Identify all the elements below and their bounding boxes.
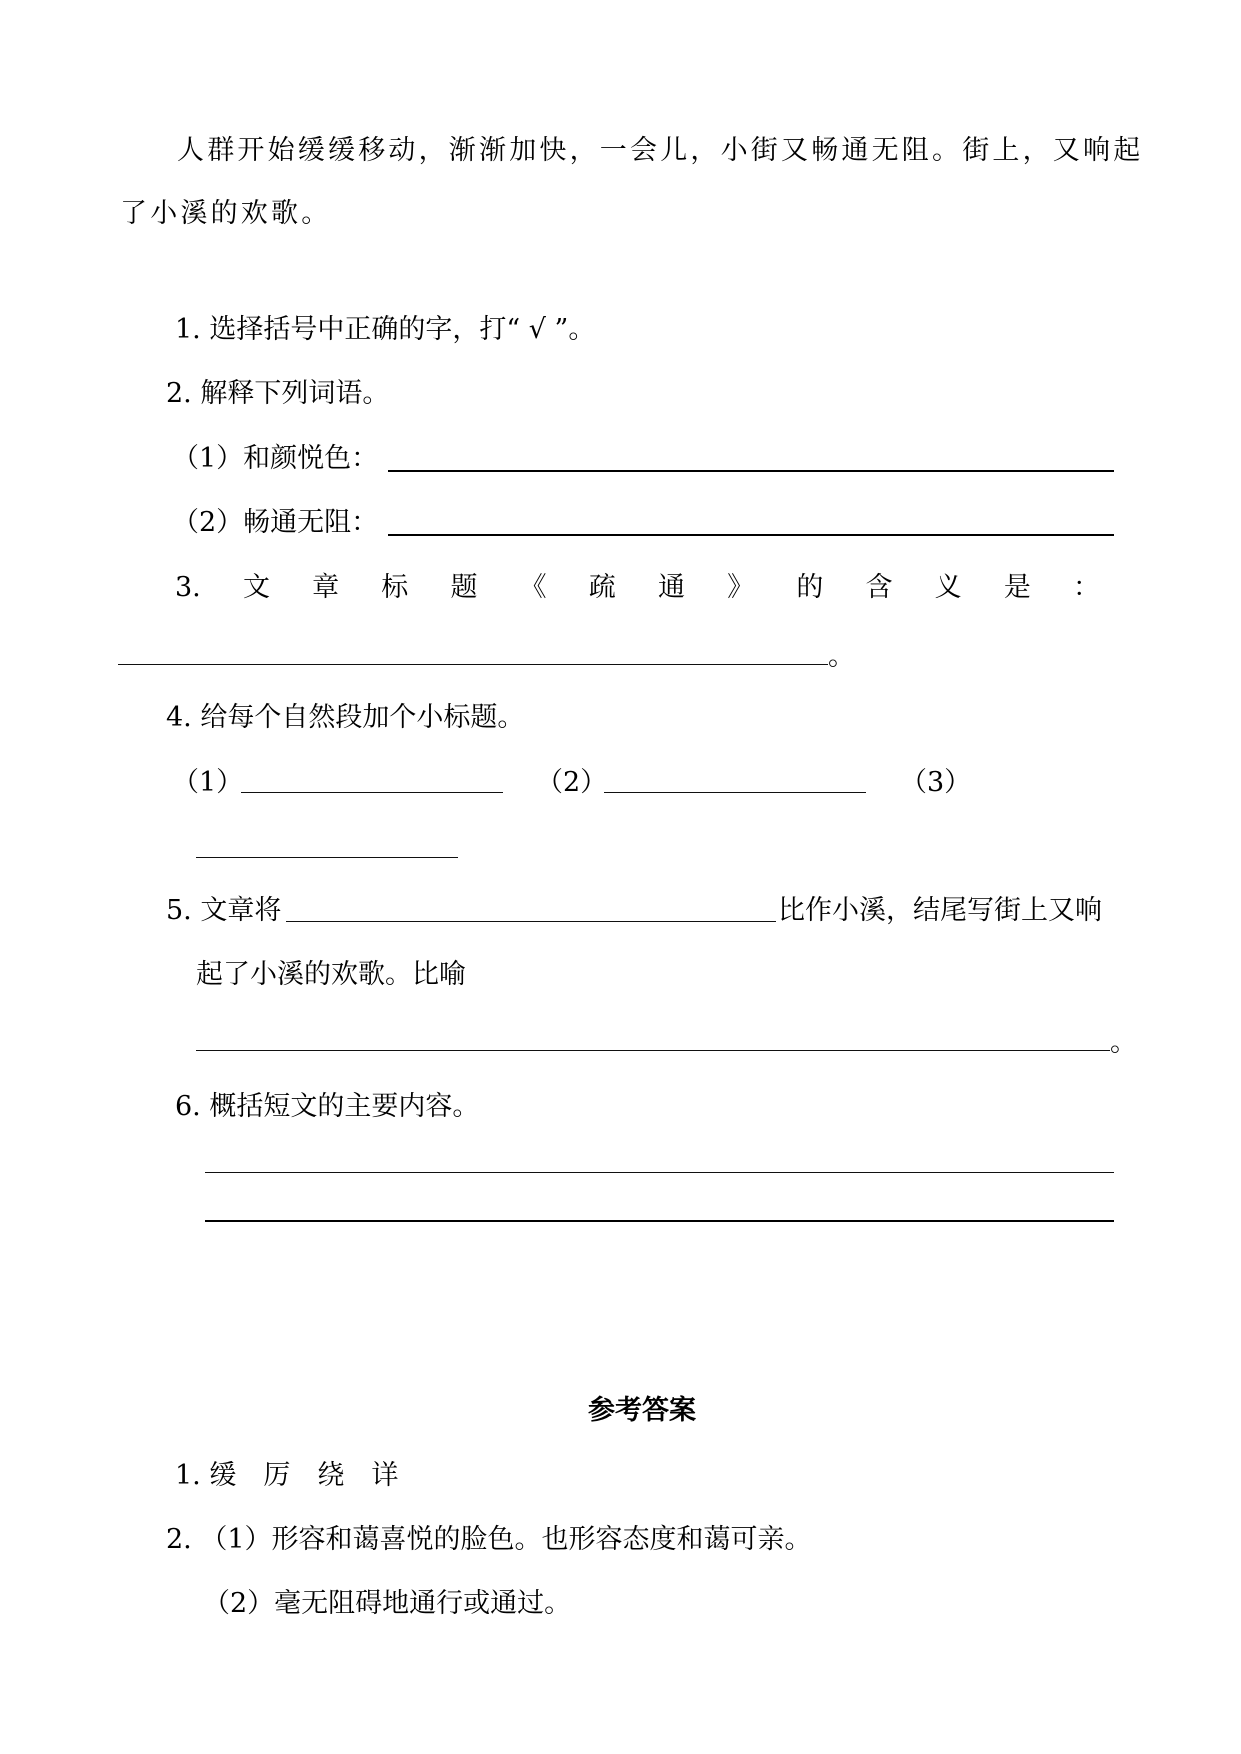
question-5-start: 5. 文章将 (166, 895, 282, 926)
answer-line-4-2[interactable] (604, 792, 866, 793)
answers-title: 参考答案 (588, 1395, 696, 1426)
question-6: 6. 概括短文的主要内容。 (175, 1091, 480, 1122)
q3-char: 标 (381, 572, 409, 603)
question-2: 2. 解释下列词语。 (166, 378, 390, 409)
answer-2-2: （2）毫无阻碍地通行或通过。 (203, 1588, 572, 1619)
q3-char: 义 (934, 572, 962, 603)
q3-char: 3. (175, 572, 201, 603)
passage-line-1: 人群开始缓缓移动，渐渐加快，一会儿，小街又畅通无阻。街上，又响起 (177, 135, 1144, 166)
q5-period: 。 (1110, 1027, 1137, 1058)
answer-2-1: 2. （1）形容和蔼喜悦的脸色。也形容态度和蔼可亲。 (166, 1524, 812, 1555)
question-4: 4. 给每个自然段加个小标题。 (166, 702, 525, 733)
q3-char: 》 (727, 572, 755, 603)
answer-line-5-2[interactable] (196, 1050, 1110, 1051)
q3-char: 的 (796, 572, 824, 603)
answer-line-4-3[interactable] (196, 857, 458, 858)
q3-period: 。 (828, 641, 855, 672)
answer-line-6-2[interactable] (205, 1220, 1114, 1222)
q4-label-1: （1） (172, 767, 244, 798)
question-5-end: 起了小溪的欢歌。比喻 (196, 959, 466, 990)
q3-char: 是 (1003, 572, 1031, 603)
q3-char: ： (1073, 572, 1100, 603)
q3-char: 文 (242, 572, 270, 603)
answer-line-3[interactable] (118, 664, 828, 665)
q3-char: 含 (865, 572, 893, 603)
question-2-item-2: （2）畅通无阻： (172, 507, 379, 538)
answer-1: 1. 缓 厉 绕 详 (175, 1460, 399, 1491)
answer-line-4-1[interactable] (241, 792, 503, 793)
answer-line-6-1[interactable] (205, 1172, 1114, 1173)
q3-char: 题 (450, 572, 478, 603)
question-1: 1. 选择括号中正确的字，打“ √ ”。 (175, 314, 596, 345)
q4-label-2: （2） (536, 767, 608, 798)
q3-char: 章 (312, 572, 340, 603)
q4-label-3: （3） (900, 767, 972, 798)
answer-line-5-1[interactable] (286, 921, 776, 922)
q3-char: 《 (519, 572, 547, 603)
question-2-item-1: （1）和颜悦色： (172, 443, 379, 474)
passage-line-2: 了小溪的欢歌。 (120, 198, 332, 229)
q3-char: 通 (657, 572, 685, 603)
answer-line-2-2[interactable] (388, 534, 1114, 536)
answer-line-2-1[interactable] (388, 470, 1114, 472)
question-3 (175, 571, 1100, 605)
q3-char: 疏 (588, 572, 616, 603)
question-5-middle: 比作小溪，结尾写街上又响 (778, 895, 1102, 926)
